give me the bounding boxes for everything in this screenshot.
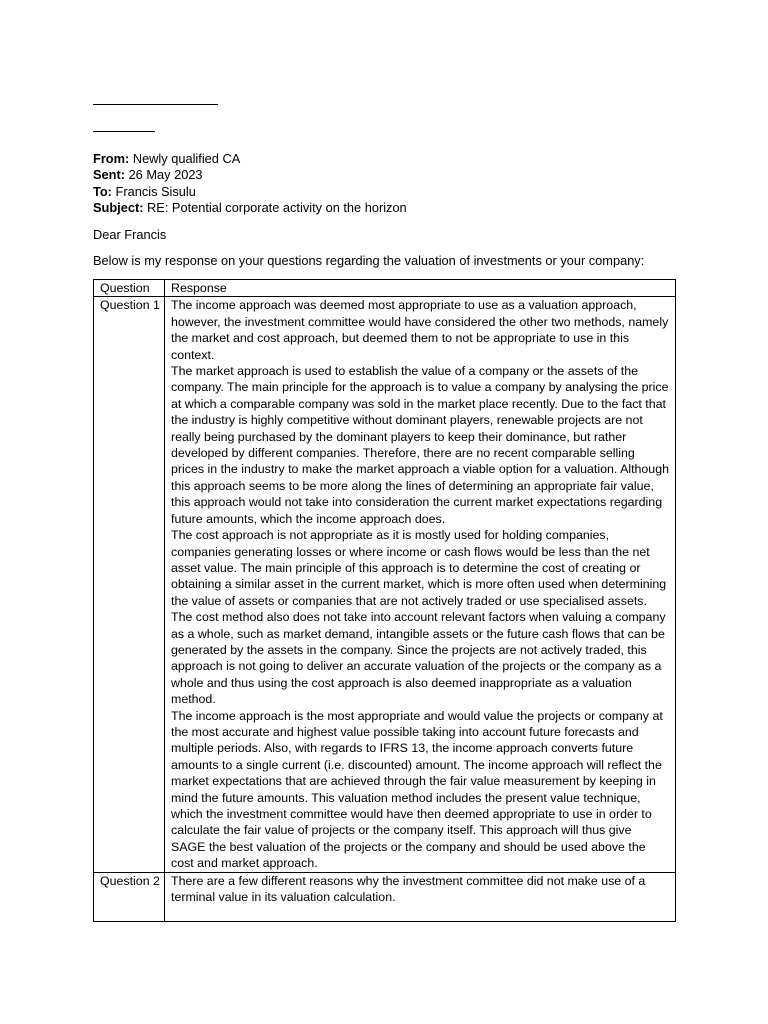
response-paragraph: There are a few different reasons why the investment committee did not make use of a terminal value in its valuation calculation. bbox=[171, 873, 646, 905]
response-paragraph: The income approach was deemed most appropriate to use as a valuation approach, however, the investment committee would have considered the other two methods, namely the market and cost approach, but deemed them to not be appropriate to use in this context. bbox=[171, 298, 669, 362]
from-label: From: bbox=[93, 151, 130, 166]
subject-value: RE: Potential corporate activity on the horizon bbox=[147, 200, 407, 216]
to-row bbox=[93, 184, 683, 200]
sent-row bbox=[93, 167, 683, 183]
table-header-row bbox=[94, 280, 676, 297]
to-label: To: bbox=[93, 183, 112, 199]
header-response: Response bbox=[165, 280, 676, 297]
response-table bbox=[93, 279, 676, 922]
question-1-response bbox=[165, 297, 676, 872]
from-value: Newly qualified CA bbox=[132, 151, 241, 166]
redacted-line-1 bbox=[93, 104, 218, 105]
table-row bbox=[94, 297, 676, 872]
response-paragraph: The cost approach is not appropriate as it is mostly used for holding companies, companies generating losses or where income or cash flows would be less than the net asset value. The main principle of this approach is to determine the cost of creating or obtaining a similar asset in the current market, which is more often used when determining the value of assets or companies that are not actively traded or use specialised assets. The cost method also does not take into account relevant factors when valuing a company as a whole, such as market demand, intangible assets or the future cash flows that can be generated by the assets in the company. Since the projects are not actively traded, this approach is not going to deliver an accurate valuation of the projects or the company as a whole and thus using the cost approach is also deemed inappropriate as a valuation method. bbox=[171, 528, 667, 707]
subject-row bbox=[93, 200, 683, 216]
sent-label: Sent: bbox=[93, 167, 125, 183]
table-row bbox=[94, 872, 676, 921]
to-value: Francis Sisulu bbox=[115, 183, 196, 199]
header-question: Question bbox=[94, 280, 165, 297]
greeting: Dear Francis bbox=[93, 227, 167, 242]
sent-value: 26 May 2023 bbox=[128, 167, 203, 183]
response-paragraph: The market approach is used to establish the value of a company or the assets of the company. The main principle for the approach is to value a company by analysing the price at which a comparable company was sold in the market place recently. Due to the fact that the industry is highly competitive without dominant players, renewable projects are not really being purchased by the dominant players to keep their dominance, but rather developed by different companies. Therefore, there are no recent comparable selling prices in the industry to make the market approach a viable option for a valuation. Although this approach seems to be more along the lines of determining an appropriate fair value, this approach would not take into consideration the current market expectations regarding future amounts, which the income approach does. bbox=[171, 364, 669, 526]
question-2-label: Question 2 bbox=[94, 872, 165, 921]
subject-label: Subject: bbox=[93, 200, 144, 216]
response-paragraph: The income approach is the most appropriate and would value the projects or company at the most accurate and highest value possible taking into account future forecasts and multiple periods. Also, with regards to IFRS 13, the income approach converts future amounts to a single current (i.e. discounted) amount. The income approach will reflect the market expectations that are achieved through the fair value measurement by keeping in mind the future amounts. This valuation method includes the present value technique, which the investment committee would have then deemed appropriate to use in order to calculate the fair value of projects or the company itself. This approach will thus give SAGE the best valuation of the projects or the company and should be used above the cost and market approach. bbox=[171, 708, 663, 871]
from-row bbox=[93, 151, 683, 167]
intro-text: Below is my response on your questions regarding the valuation of investments or your company: bbox=[93, 253, 645, 268]
redacted-line-2 bbox=[93, 131, 155, 132]
question-2-response bbox=[165, 872, 676, 921]
email-header bbox=[93, 151, 683, 217]
question-1-label: Question 1 bbox=[94, 297, 165, 872]
